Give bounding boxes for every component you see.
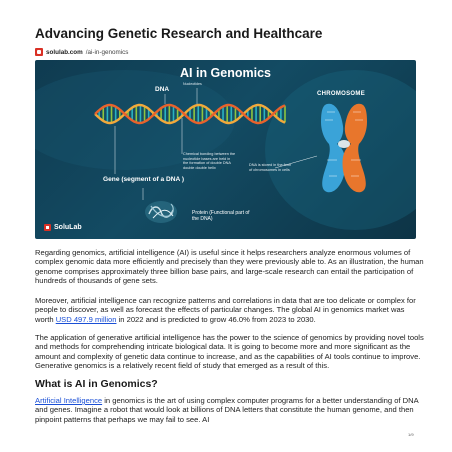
brand-name: SoluLab (54, 224, 82, 231)
paragraph-generative-ai: The application of generative artificial intelligence has the power to the science of genomics by providing novel tools and methods for comprehending intricate biological data. It is going to become more and more significant as the amount and complexity of genetic data continue to increase, and as the capabilities of AI tools continue to improve. Generative genomics is a relatively recent field of study that emerged as a result of this. (35, 333, 424, 371)
chromosome-label: CHROMOSOME (317, 91, 365, 97)
paragraph-intro: Regarding genomics, artificial intelligence (AI) is useful since it helps researchers analyze enormous volumes of complex genomic data more efficiently and precisely than they were previously able to. As an illustration, the human genome comprises approximately three billion base pairs, and large-scale research can entail the participation of hundreds of thousands of gene sets. (35, 248, 424, 286)
paragraph-market: Moreover, artificial intelligence can recognize patterns and correlations in data that are too delicate or complex for people to discover, as well as forecast the effects of particular changes. The global AI in genomics market was worth USD 497.9 million in 2022 and is predicted to grow 46.0% from 2023 to 2030. (35, 296, 416, 324)
protein-icon (145, 201, 177, 223)
solulab-brand (44, 224, 82, 231)
source-line[interactable] (35, 47, 128, 57)
dna-storage-caption: DNA is stored in the form of chromosomes in cells (249, 163, 292, 172)
source-path[interactable]: /ai-in-genomics (85, 48, 129, 56)
gene-label: Gene (segment of a DNA ) (103, 176, 185, 183)
market-size-link[interactable]: USD 497.9 million (55, 314, 117, 324)
dna-label: DNA (155, 86, 170, 93)
banner-title: AI in Genomics (180, 66, 271, 80)
protein-label: Protein (Functional part of the DNA) (192, 210, 250, 222)
ai-in-genomics-banner (35, 60, 416, 239)
section-heading: What is AI in Genomics? (35, 378, 158, 390)
solulab-logo-icon (44, 224, 51, 231)
bonding-caption: Chemical bonding between the nucleotide bases are held in the formation of double DNA double double helix (183, 152, 236, 170)
page-title: Advancing Genetic Research and Healthcare (35, 26, 323, 41)
paragraph-what-is: Artificial Intelligence in genomics is the art of using complex computer programs for a better understanding of DNA and genes. Imagine a robot that would look at billions of DNA letters that constitute the human genome, and then pinpoint patterns that perhaps we may fail to see. AI (35, 396, 419, 424)
solulab-favicon-icon (35, 48, 43, 56)
page-number: 1/9 (408, 432, 414, 437)
source-domain[interactable]: solulab.com (46, 48, 83, 56)
nucleotides-label: Nucleotides (183, 82, 202, 86)
artificial-intelligence-link[interactable]: Artificial Intelligence (35, 396, 103, 405)
